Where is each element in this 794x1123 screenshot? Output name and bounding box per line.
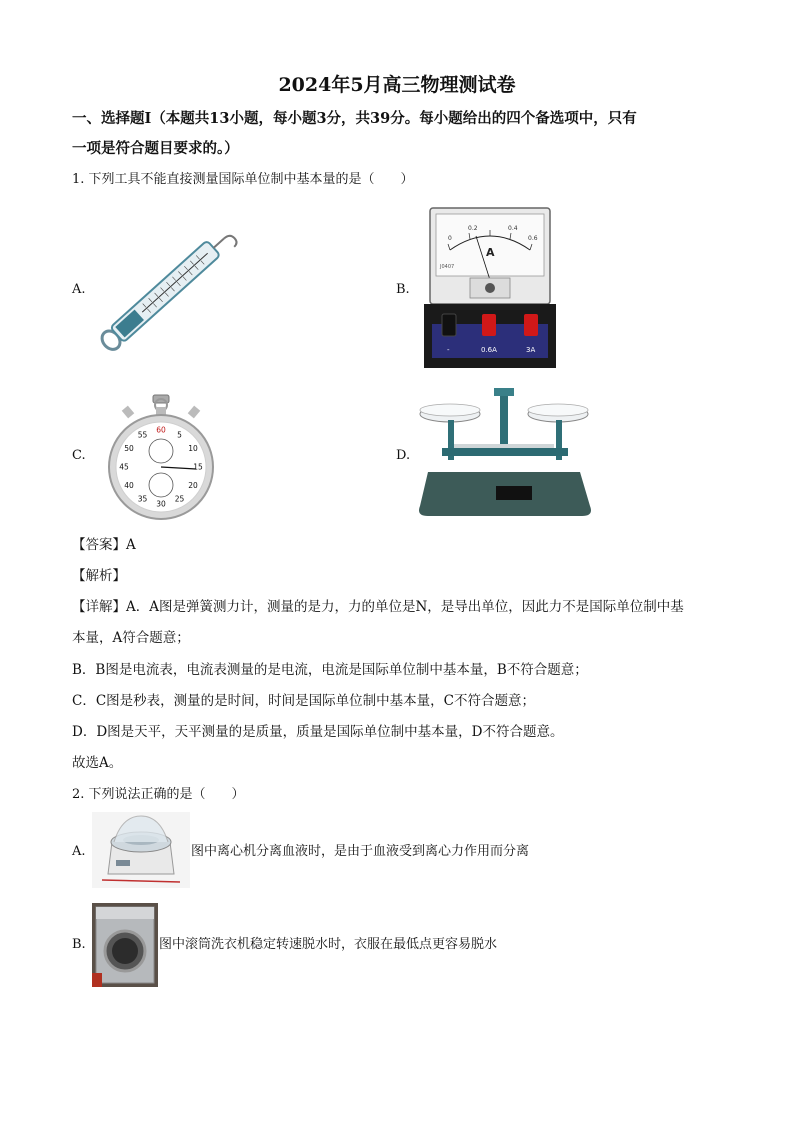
analysis-label: 【解析】 [72,568,126,584]
page-title: 2024年5月高三物理测试卷 [278,74,516,96]
question-1-stem: 1. 下列工具不能直接测量国际单位制中基本量的是（ ） [72,172,414,187]
ammeter-scale-2: 0.4 [508,225,518,232]
conclusion-line: 故选A。 [72,755,123,771]
detail-line-4: C．C图是秒表，测量的是时间，时间是国际单位制中基本量，C不符合题意； [72,693,535,709]
stopwatch-number-30: 30 [156,499,166,509]
section-heading-line2: 一项是符合题目要求的。） [72,140,239,157]
stopwatch-number-35: 35 [137,494,148,504]
ammeter-image [420,206,560,378]
option-b-label: B. [396,282,410,297]
answer-line: 【答案】A [72,537,136,553]
option-c-label: C. [72,448,86,463]
stopwatch-number-15: 15 [193,462,203,472]
detail-line-5: D．D图是天平，天平测量的是质量，质量是国际单位制中基本量，D不符合题意。 [72,724,564,740]
ammeter-model-label: J0407 [440,264,455,270]
stopwatch-number-60: 60 [156,425,166,435]
stopwatch-image [104,393,218,523]
detail-line-3: B．B图是电流表，电流表测量的是电流，电流是国际单位制中基本量，B不符合题意； [72,662,588,678]
q2-option-a-text: 图中离心机分离血液时，是由于血液受到离心力作用而分离 [191,844,530,859]
stopwatch-number-45: 45 [119,462,129,472]
stopwatch-number-50: 50 [124,444,134,453]
ammeter-negative-terminal: - [447,346,450,354]
stopwatch-number-55: 55 [137,430,148,440]
option-a-label: A. [72,282,86,297]
detail-line-1: 【详解】A．A图是弹簧测力计，测量的是力，力的单位是N，是导出单位，因此力不是国际单位制中基 [72,599,684,615]
detail-line-2: 本量，A符合题意； [72,630,190,646]
stopwatch-number-20: 20 [188,481,198,490]
stopwatch-number-5: 5 [177,430,182,440]
centrifuge-image [92,812,190,888]
washing-machine-image [92,903,158,987]
balance-image [414,388,596,524]
ammeter-scale-1: 0.2 [468,225,478,232]
ammeter-scale-0: 0 [448,235,452,242]
ammeter-terminal-06a: 0.6A [481,346,497,354]
q2-option-a-label: A. [72,844,86,859]
q2-option-b-text: 图中滚筒洗衣机稳定转速脱水时，衣服在最低点更容易脱水 [159,937,498,952]
spring-scale-image [94,218,244,358]
section-heading-line1: 一、选择题Ⅰ（本题共13小题，每小题3分，共39分。每小题给出的四个备选项中，只有 [72,110,637,127]
ammeter-terminal-3a: 3A [526,346,536,354]
question-2-stem: 2. 下列说法正确的是（ ） [72,787,245,802]
stopwatch-number-40: 40 [124,481,134,490]
ammeter-unit-label: A [486,246,495,259]
option-d-label: D. [396,448,411,463]
ammeter-scale-3: 0.6 [528,235,538,242]
stopwatch-number-10: 10 [188,444,198,453]
stopwatch-number-25: 25 [174,494,185,504]
q2-option-b-label: B. [72,937,86,952]
